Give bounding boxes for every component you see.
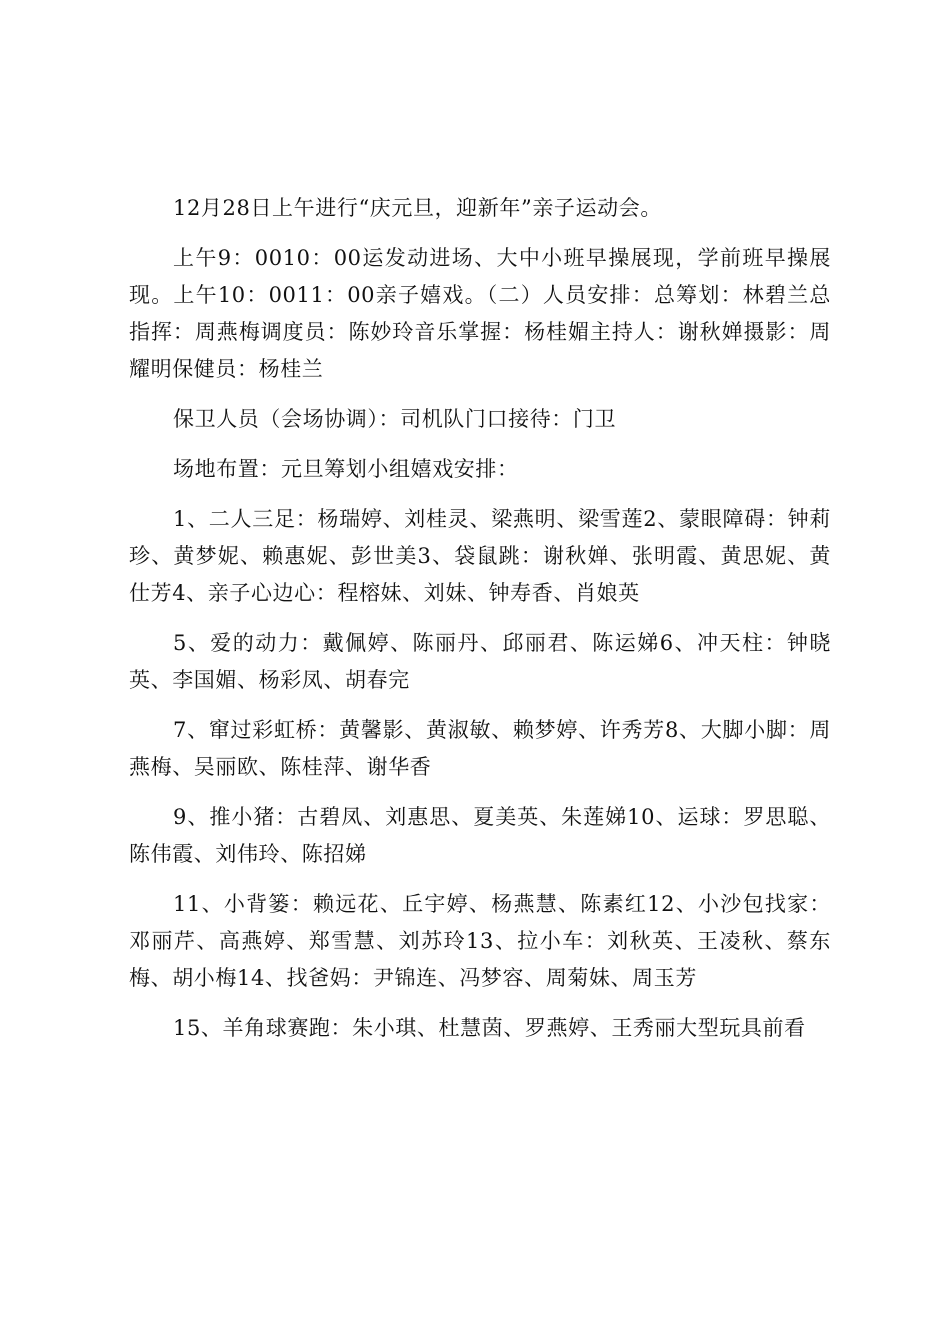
paragraph-games-5-6: 5、爱的动力：戴佩婷、陈丽丹、邱丽君、陈运娣6、冲天柱：钟晓英、李国媚、杨彩凤、胡春完 xyxy=(129,631,831,692)
paragraph-security-staff: 保卫人员（会场协调）：司机队门口接待：门卫 xyxy=(173,407,617,431)
paragraph-event-date: 12月28日上午进行“庆元旦，迎新年”亲子运动会。 xyxy=(173,196,662,220)
document-page xyxy=(129,190,831,1060)
paragraph-games-7-8: 7、窜过彩虹桥：黄馨影、黄淑敏、赖梦婷、许秀芳8、大脚小脚：周燕梅、吴丽欧、陈桂萍、谢华香 xyxy=(129,718,831,779)
paragraph-venue-setup: 场地布置：元旦筹划小组嬉戏安排： xyxy=(173,457,519,481)
paragraph-schedule-and-staff: 上午9：0010：00运发动进场、大中小班早操展现，学前班早操展现。上午10：0011：00亲子嬉戏。（二）人员安排：总筹划：林碧兰总指挥：周燕梅调度员：陈妙玲音乐掌握：杨桂媚主持人：谢秋婵摄影：周耀明保健员：杨桂兰 xyxy=(129,246,831,381)
paragraph-games-11-14: 11、小背篓：赖远花、丘宇婷、杨燕慧、陈素红12、小沙包找家：邓丽芹、高燕婷、郑雪慧、刘苏玲13、拉小车：刘秋英、王凌秋、蔡东梅、胡小梅14、找爸妈：尹锦连、冯梦容、周菊妹、周玉芳 xyxy=(129,892,831,990)
paragraph-game-15: 15、羊角球赛跑：朱小琪、杜慧茵、罗燕婷、王秀丽大型玩具前看 xyxy=(173,1016,806,1040)
paragraph-games-1-4: 1、二人三足：杨瑞婷、刘桂灵、梁燕明、梁雪莲2、蒙眼障碍：钟莉珍、黄梦妮、赖惠妮、彭世美3、袋鼠跳：谢秋婵、张明霞、黄思妮、黄仕芳4、亲子心边心：程榕妹、刘妹、钟寿香、肖娘英 xyxy=(129,507,831,605)
paragraph-games-9-10: 9、推小猪：古碧凤、刘惠思、夏美英、朱莲娣10、运球：罗思聪、陈伟霞、刘伟玲、陈招娣 xyxy=(129,805,831,866)
